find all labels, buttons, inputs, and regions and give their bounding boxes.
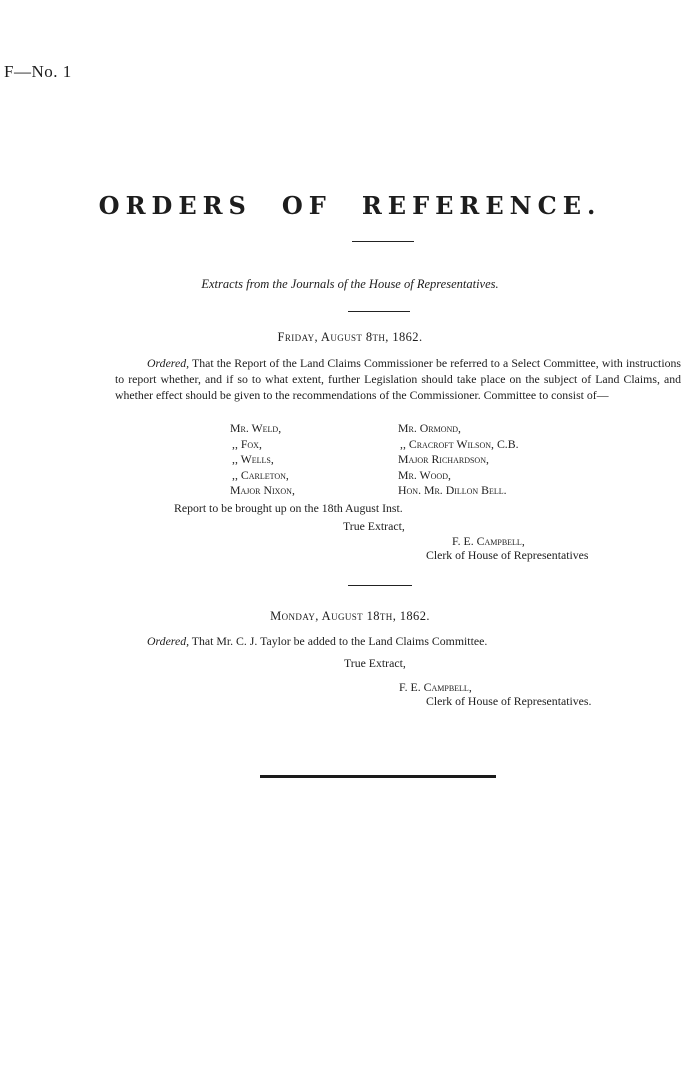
report-note: Report to be brought up on the 18th August Inst. (174, 501, 403, 515)
closing-rule (260, 775, 496, 778)
member-left-2: ,, Fox, (232, 436, 262, 451)
entry2-signatory: F. E. Campbell, (399, 680, 472, 694)
page-title (0, 191, 700, 220)
member-right-5: Hon. Mr. Dillon Bell. (398, 483, 507, 497)
page-reference: F—No. 1 (4, 62, 72, 81)
entry1-true-extract: True Extract, (343, 519, 405, 533)
member-right-3: Major Richardson, (398, 452, 489, 466)
member-left-3: ,, Wells, (232, 452, 274, 466)
title-divider (352, 241, 414, 242)
subtitle: Extracts from the Journals of the House of Representatives. (201, 277, 499, 291)
member-left-1: Mr. Weld, (230, 421, 282, 435)
member-right-2: ,, Cracroft Wilson, C.B. (400, 436, 519, 451)
entry2-order-text (147, 634, 487, 649)
entry1-order-text (115, 355, 681, 403)
title-word-of: OF (281, 191, 332, 220)
entry1-ordered-label: Ordered, (147, 356, 190, 370)
member-right-1: Mr. Ormond, (398, 421, 461, 435)
entry2-date: Monday, August 18th, 1862. (270, 609, 430, 623)
member-left-5: Major Nixon, (230, 483, 295, 497)
title-word-reference: REFERENCE. (361, 191, 602, 220)
entry1-body: That the Report of the Land Claims Commissioner be referred to a Select Committee, with instructions to report whether, and if so to what extent, further Legislation should take place on the subject of Land Claims, and whether effect should be given to the recommendations of the Commissioner. Committee to consist of— (115, 356, 681, 402)
entry-divider (348, 585, 412, 586)
entry2-signatory-title: Clerk of House of Representatives. (426, 694, 592, 708)
entry2-ordered-label: Ordered, (147, 634, 190, 648)
subtitle-divider (348, 311, 410, 312)
title-word-orders: ORDERS (98, 191, 252, 220)
entry2-body: That Mr. C. J. Taylor be added to the Land Claims Committee. (191, 634, 488, 648)
member-right-4: Mr. Wood, (398, 467, 451, 482)
members-right-column (398, 421, 519, 499)
member-left-4: ,, Carleton, (232, 467, 289, 482)
members-left-column (230, 421, 295, 499)
entry2-true-extract: True Extract, (344, 656, 406, 670)
entry1-signatory-title: Clerk of House of Representatives (426, 548, 589, 562)
entry1-date: Friday, August 8th, 1862. (277, 330, 423, 344)
entry1-signatory: F. E. Campbell, (452, 534, 525, 548)
